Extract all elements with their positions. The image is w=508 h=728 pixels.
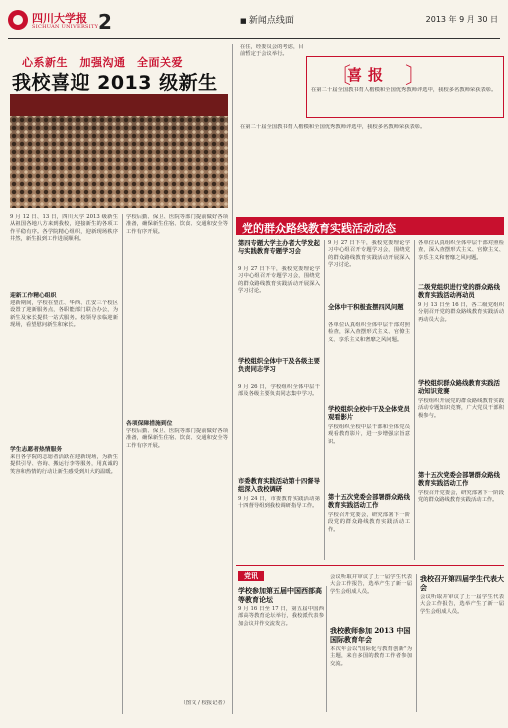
story-body: 9 月 24 日，市委教育实践活动第十四督导组到我校调研指导工作。	[238, 496, 320, 510]
story-title: 学校组织全体中干及各级主要负责同志学习	[238, 358, 320, 373]
lead-body-2: 迎新期间，学校在望江、华西、江安三个校区设置了迎新服务点，各职能部门联合办公，为新生及家长提供一站式服务。校领导亲临迎新现场，看望慰问新生和家长。	[10, 300, 118, 329]
lead-kicker: 心系新生 加强沟通 全面关爱	[22, 56, 183, 69]
story-title: 市委教育实践活动第十四督导组深入我校调研	[238, 478, 320, 493]
feature-banner	[236, 217, 504, 235]
story-title: 第十五次党委会部署群众路线教育实践活动工作	[328, 494, 410, 509]
section-tag: 党讯	[238, 571, 264, 581]
story-body: 9 月 27 日下午，我校党委理论学习中心组召开专题学习会，围绕党的群众路线教育实践活动开展深入学习讨论。	[328, 240, 410, 269]
story-body: 学校召开党委会，研究部署下一阶段党的群众路线教育实践活动工作。	[418, 490, 504, 504]
bottom-body: 会议听取并审议了上一届学生代表大会工作报告，选举产生了新一届学生会组成人员。	[330, 574, 412, 595]
notice-box: 在住，经委员会的考虑，目前暂定于会议举行。	[240, 44, 304, 58]
header-rule	[8, 38, 500, 39]
story-body: 各单位认真组织全体中层干部对照检查，深入查摆形式主义、官僚主义、享乐主义和奢靡之风问题。	[418, 240, 504, 261]
section-name: ■ 新闻点线面	[240, 13, 294, 26]
lead-body-1: 9 月 12 日、13 日，四川大学 2013 级新生从祖国各地八方来到我校，迎接新生的各项工作平稳有序。各学院精心组织，迎新现场秩序井然，新生报到工作进展顺利。	[10, 214, 118, 243]
lead-photo	[10, 94, 228, 208]
masthead-sub: SICHUAN UNIVERSITY	[32, 24, 99, 30]
bracket-right-icon: 〕	[405, 64, 428, 89]
story-title: 学校组织全校中干及全体党员观看影片	[328, 406, 410, 421]
masthead-logo	[8, 8, 99, 32]
bottom-body: 本次年会以"国际化与教育创新"为主题，来自多国的教育工作者参加交流。	[330, 646, 412, 667]
column-rule	[232, 44, 233, 714]
xi-bao-continued: 在第二十届全国教书育人楷模和全国优秀教师评选中，我校多名教师荣获表彰。	[240, 124, 426, 130]
lead-body-5: 学校后勤、保卫、医院等部门提前做好各项准备，确保新生住宿、饮食、交通和安全等工作有序开展。	[126, 428, 228, 449]
story-body: 学校召开党委会，研究部署下一阶段党的群众路线教育实践活动工作。	[328, 512, 410, 533]
bottom-headline: 我校召开第四届学生代表大会	[420, 574, 504, 592]
column-rule	[324, 240, 325, 560]
story-title: 二级党组织进行党的群众路线教育实践活动再动员	[418, 284, 500, 299]
bottom-rule	[236, 565, 504, 566]
page-number: 2	[98, 10, 112, 34]
story-title: 全体中干积极查摆四风问题	[328, 304, 404, 311]
story-title: 第十五次党委会部署群众路线教育实践活动工作	[418, 472, 500, 487]
lead-subhead-2: 学生志愿者热情服务	[10, 447, 63, 453]
lead-title: 我校喜迎 2013 级新生	[12, 72, 218, 94]
bottom-headline: 我校教师参加 2013 中国国际教育年会	[330, 626, 411, 644]
feature-banner-text: 党的群众路线教育实践活动动态	[242, 222, 396, 235]
column-rule	[416, 574, 417, 712]
lead-body-4: 学校后勤、保卫、医院等部门提前做好各项准备，确保新生住宿、饮食、交通和安全等工作有序开展。	[126, 214, 228, 235]
story-title: 学校组织群众路线教育实践活动知识竞赛	[418, 380, 500, 395]
bottom-body: 9 月 16 日至 17 日，第五届中国西部高等教育论坛举行，我校派代表参加会议并作交流发言。	[238, 606, 324, 627]
bottom-headline: 学校参加第五届中国西部高等教育论坛	[238, 586, 322, 604]
story-body: 9 月 27 日下午，我校党委理论学习中心组召开专题学习会，围绕党的群众路线教育实践活动开展深入学习讨论。	[238, 266, 320, 295]
column-rule	[122, 214, 123, 714]
lead-subhead-3: 各项保障措施到位	[126, 421, 173, 427]
story-body: 9 月 13 日至 16 日，各二级党组织分别召开党的群众路线教育实践活动再动员大会。	[418, 302, 504, 323]
masthead-name: 四川大学报	[32, 12, 87, 25]
story-body: 学校组织全校中层干部和全体党员观看教育影片，进一步增强宗旨意识。	[328, 424, 410, 445]
page-header	[0, 0, 508, 50]
photo-credit: （图文 / 校报记者）	[180, 700, 228, 706]
lead-subhead-1: 迎新工作精心组织	[10, 293, 57, 299]
story-body: 9 月 26 日，学校组织全体中层干部及各级主要负责同志集中学习。	[238, 384, 320, 398]
university-seal-icon	[8, 10, 28, 30]
story-body: 学校组织开展党的群众路线教育实践活动专题知识竞赛，广大党员干部积极参与。	[418, 398, 504, 419]
xi-bao-title: 喜报	[347, 66, 390, 84]
photo-crowd	[10, 116, 228, 208]
bottom-body: 会议听取并审议了上一届学生代表大会工作报告，选举产生了新一届学生会组成人员。	[420, 594, 504, 615]
column-rule	[326, 586, 327, 712]
photo-stage	[10, 94, 228, 116]
bracket-left-icon: 〔	[329, 64, 352, 89]
xi-bao-text: 在第二十届全国教书育人楷模和全国优秀教师评选中，我校多名教师荣获表彰。	[311, 87, 497, 93]
story-body: 各单位认真组织全体中层干部对照检查，深入查摆形式主义、官僚主义、享乐主义和奢靡之风问题。	[328, 322, 410, 343]
issue-date: 2013 年 9 月 30 日	[425, 15, 498, 24]
xi-bao-box	[306, 56, 504, 118]
lead-body-3: 来自各学院的志愿者活跃在迎新现场，为新生提供引导、咨询、搬运行李等服务，用真诚的笑容和热情的行动让新生感受到川大的温暖。	[10, 454, 118, 475]
column-rule	[414, 240, 415, 560]
story-title: 第四专题大学主办者大学发起与实践教育专题学习会	[238, 240, 320, 255]
